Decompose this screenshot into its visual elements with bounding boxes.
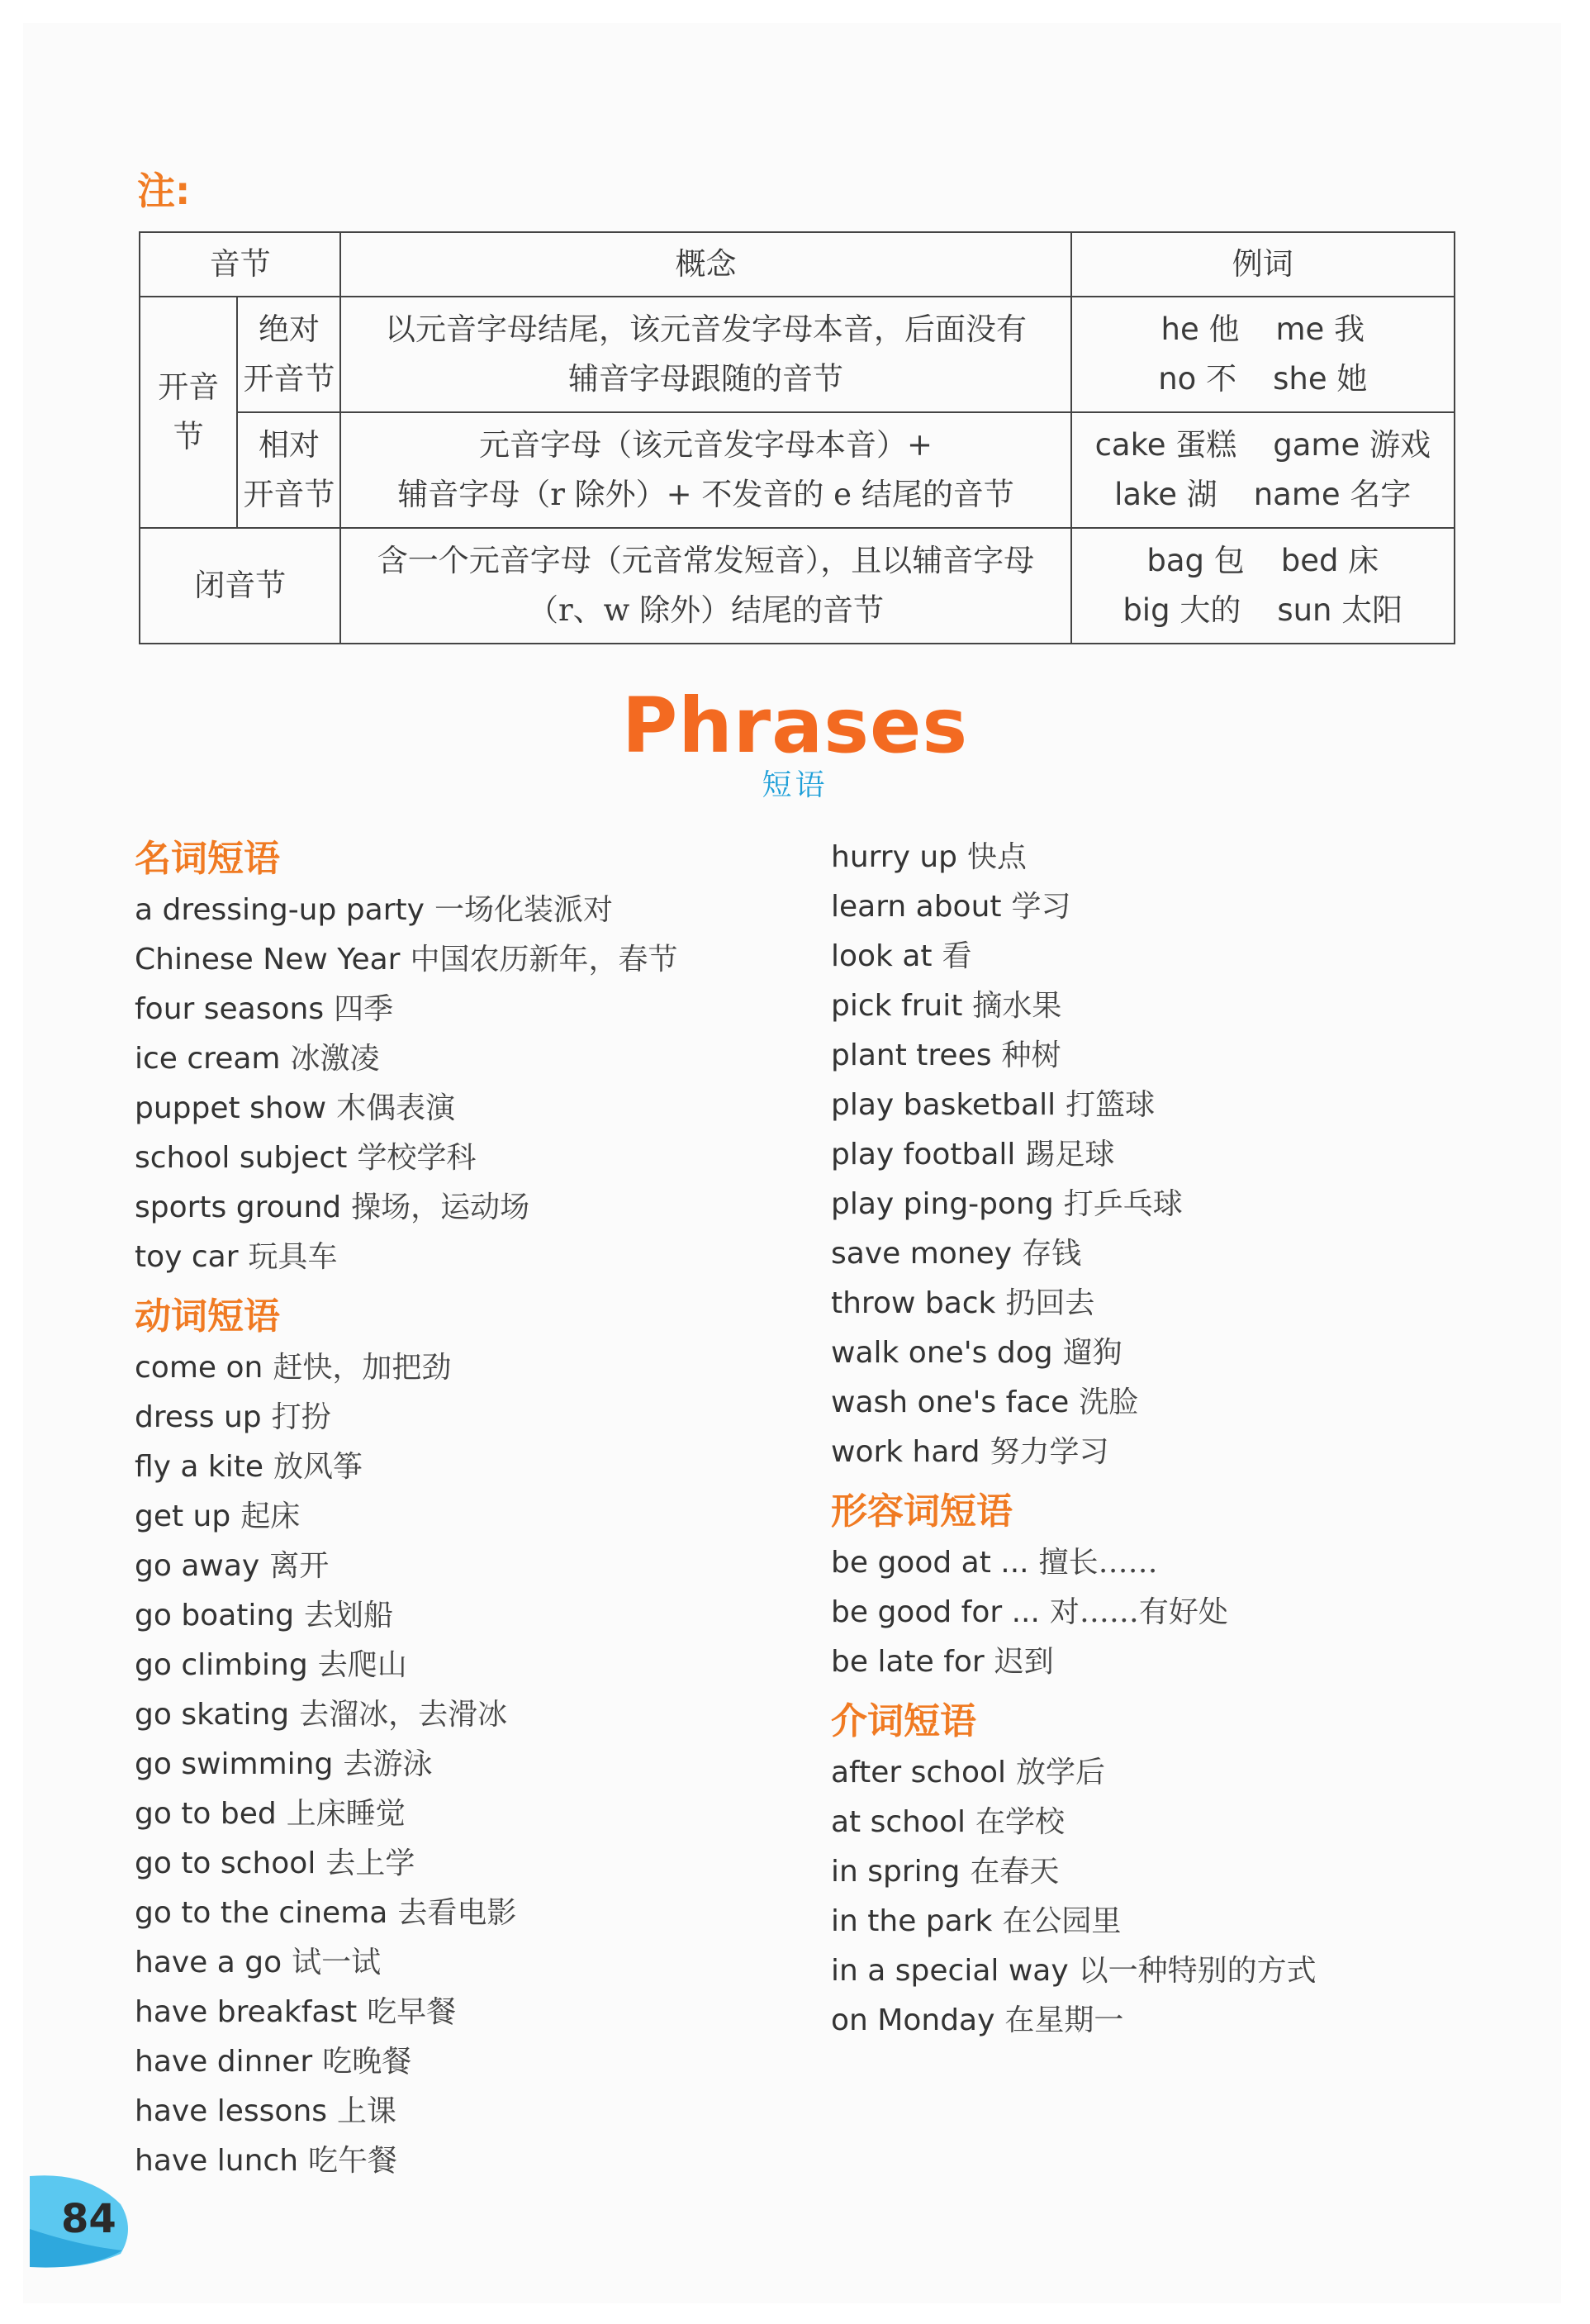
table-header-row <box>140 232 1455 297</box>
phrase-item <box>135 1641 677 1690</box>
phrase-chinese: 放风筝 <box>273 1450 363 1484</box>
phrase-english: throw back <box>831 1286 996 1320</box>
phrase-item <box>831 1996 1317 2046</box>
phrase-chinese: 试一试 <box>292 1946 382 1979</box>
phrase-english: get up <box>135 1499 231 1533</box>
phrase-item <box>831 1180 1317 1229</box>
phrase-english: go to school <box>135 1846 316 1880</box>
phrase-english: save money <box>831 1237 1013 1271</box>
phrase-chinese: 去划船 <box>304 1599 394 1633</box>
phrase-english: play basketball <box>831 1088 1056 1122</box>
phrase-chinese: 在星期一 <box>1004 2003 1124 2037</box>
phrase-english: four seasons <box>135 992 325 1026</box>
phrase-item <box>831 981 1317 1031</box>
phrase-english: plant trees <box>831 1038 992 1072</box>
phrase-english: play football <box>831 1138 1016 1172</box>
phrase-english: at school <box>831 1805 966 1839</box>
phrase-item <box>135 1084 677 1133</box>
phrase-chinese: 打扮 <box>271 1400 331 1434</box>
phrase-english: puppet show <box>135 1091 327 1125</box>
table-row <box>140 412 1455 528</box>
phrase-item <box>135 886 677 935</box>
phrase-item <box>831 1428 1317 1477</box>
examples-cell: he 他 me 我 no 不 she 她 <box>1071 297 1455 412</box>
phrase-english: wash one's face <box>831 1385 1070 1419</box>
phrase-english: Chinese New Year <box>135 943 401 977</box>
phrase-chinese: 以一种特别的方式 <box>1078 1954 1317 1988</box>
phrase-english: fly a kite <box>135 1450 264 1484</box>
table-row <box>140 528 1455 644</box>
phrase-chinese: 打乒乓球 <box>1063 1187 1183 1221</box>
phrase-chinese: 冰激凌 <box>290 1042 380 1076</box>
open-syllable-label: 开音节 <box>140 297 237 528</box>
phrase-item <box>831 1130 1317 1180</box>
phrase-item <box>135 1183 677 1233</box>
concept-cell: 以元音字母结尾，该元音发字母本音，后面没有 辅音字母跟随的音节 <box>340 297 1070 412</box>
phrase-item <box>831 1897 1317 1946</box>
phrase-chinese: 去爬山 <box>317 1648 407 1682</box>
phrase-chinese: 摘水果 <box>972 989 1062 1023</box>
phrase-item <box>135 1591 677 1641</box>
phrase-english: sports ground <box>135 1191 342 1224</box>
phrase-chinese: 在学校 <box>975 1805 1066 1839</box>
phrase-chinese: 在春天 <box>970 1855 1060 1889</box>
phrase-item <box>135 2136 677 2186</box>
phrase-chinese: 中国农历新年，春节 <box>410 943 678 977</box>
note-label: 注: <box>137 169 191 213</box>
phrase-item <box>831 1378 1317 1428</box>
phrase-item <box>831 833 1317 882</box>
header-concept: 概念 <box>340 232 1070 297</box>
left-column <box>135 833 677 2186</box>
phrase-item <box>135 1133 677 1183</box>
phrase-item <box>831 932 1317 981</box>
phrase-english: look at <box>831 939 933 973</box>
page-number: 84 <box>61 2196 116 2242</box>
phrase-item <box>831 1538 1317 1588</box>
phrase-english: a dressing-up party <box>135 893 425 927</box>
concept-cell: 元音字母（该元音发字母本音）+ 辅音字母（r 除外）+ 不发音的 e 结尾的音节 <box>340 412 1070 528</box>
phrase-english: come on <box>135 1351 263 1385</box>
phrase-chinese: 起床 <box>240 1499 301 1533</box>
phrase-english: have a go <box>135 1946 282 1979</box>
phrase-chinese: 上课 <box>337 2094 397 2128</box>
phrase-chinese: 踢足球 <box>1025 1138 1115 1172</box>
phrase-english: work hard <box>831 1435 980 1469</box>
phrase-chinese: 去溜冰，去滑冰 <box>299 1698 508 1732</box>
phrase-item <box>135 1789 677 1839</box>
phrase-item <box>135 2037 677 2087</box>
table-row <box>140 297 1455 412</box>
phrase-chinese: 去上学 <box>325 1846 415 1880</box>
phrase-item <box>135 1343 677 1393</box>
phrase-chinese: 努力学习 <box>990 1435 1109 1469</box>
phrase-item <box>135 1442 677 1492</box>
phrase-chinese: 去看电影 <box>397 1896 517 1930</box>
phrase-item <box>831 1229 1317 1279</box>
phrase-english: go to bed <box>135 1797 277 1831</box>
phrase-item <box>831 882 1317 932</box>
phrase-item <box>831 1328 1317 1378</box>
phrase-english: go to the cinema <box>135 1896 388 1930</box>
phrase-chinese: 看 <box>942 939 972 973</box>
phrase-chinese: 在公园里 <box>1002 1904 1122 1938</box>
phrase-english: have lunch <box>135 2144 299 2178</box>
section-heading: 名词短语 <box>135 838 280 880</box>
phrase-chinese: 上床睡觉 <box>286 1797 406 1831</box>
section-heading: 形容词短语 <box>831 1490 1013 1533</box>
phrase-english: be good for ... <box>831 1595 1040 1629</box>
phrase-chinese: 学校学科 <box>357 1141 477 1175</box>
section-heading: 动词短语 <box>135 1295 280 1338</box>
phrase-english: hurry up <box>831 840 958 874</box>
phrase-item <box>135 1889 677 1938</box>
phrase-chinese: 擅长…… <box>1038 1546 1158 1580</box>
phrase-item <box>135 1938 677 1988</box>
phrase-english: learn about <box>831 890 1002 924</box>
phrase-chinese: 赶快，加把劲 <box>273 1351 452 1385</box>
phrase-english: be good at ... <box>831 1546 1029 1580</box>
phrase-item <box>831 1031 1317 1081</box>
phrase-chinese: 离开 <box>269 1549 330 1583</box>
phrase-item <box>135 1393 677 1442</box>
sub-label: 相对 开音节 <box>237 412 340 528</box>
phrase-english: go away <box>135 1549 260 1583</box>
phrase-chinese: 遛狗 <box>1062 1336 1122 1370</box>
phrase-english: go boating <box>135 1599 295 1633</box>
phrase-english: dress up <box>135 1400 262 1434</box>
phrase-english: in spring <box>831 1855 961 1889</box>
phrase-chinese: 放学后 <box>1016 1756 1106 1789</box>
phrase-item <box>135 1740 677 1789</box>
phrase-item <box>831 1081 1317 1130</box>
phrase-english: be late for <box>831 1645 985 1679</box>
page-title: Phrases <box>621 682 969 770</box>
right-column <box>831 833 1317 2046</box>
phrase-item <box>135 1988 677 2037</box>
phrase-item <box>831 1279 1317 1328</box>
phrase-item <box>135 1690 677 1740</box>
phrase-chinese: 玩具车 <box>248 1240 338 1274</box>
phrase-chinese: 吃晚餐 <box>322 2045 412 2079</box>
syllable-table <box>139 231 1455 644</box>
section-heading: 介词短语 <box>831 1700 976 1742</box>
phrase-chinese: 去游泳 <box>343 1747 433 1781</box>
closed-syllable-label: 闭音节 <box>140 528 340 644</box>
phrase-chinese: 四季 <box>334 992 394 1026</box>
phrase-english: play ping-pong <box>831 1187 1054 1221</box>
phrase-item <box>831 1946 1317 1996</box>
phrase-chinese: 存钱 <box>1022 1237 1082 1271</box>
phrase-item <box>135 1839 677 1889</box>
phrase-chinese: 快点 <box>967 840 1028 874</box>
phrase-item <box>831 1798 1317 1847</box>
phrase-chinese: 吃早餐 <box>367 1995 457 2029</box>
phrase-english: on Monday <box>831 2003 995 2037</box>
phrase-english: go climbing <box>135 1648 308 1682</box>
phrase-chinese: 对……有好处 <box>1049 1595 1228 1629</box>
phrase-item <box>135 985 677 1034</box>
examples-cell: cake 蛋糕 game 游戏 lake 湖 name 名字 <box>1071 412 1455 528</box>
phrase-english: in the park <box>831 1904 993 1938</box>
phrase-english: pick fruit <box>831 989 963 1023</box>
phrase-english: go swimming <box>135 1747 334 1781</box>
phrase-item <box>135 2087 677 2136</box>
phrase-chinese: 迟到 <box>994 1645 1054 1679</box>
phrase-english: walk one's dog <box>831 1336 1053 1370</box>
phrase-english: after school <box>831 1756 1007 1789</box>
phrase-chinese: 操场，运动场 <box>351 1191 530 1224</box>
phrase-item <box>831 1748 1317 1798</box>
phrase-english: toy car <box>135 1240 239 1274</box>
header-examples: 例词 <box>1071 232 1455 297</box>
phrase-item <box>831 1588 1317 1637</box>
phrase-english: go skating <box>135 1698 290 1732</box>
phrase-item <box>135 1034 677 1084</box>
phrase-chinese: 学习 <box>1011 890 1071 924</box>
page-number-badge <box>30 2171 137 2270</box>
phrase-chinese: 吃午餐 <box>308 2144 398 2178</box>
phrase-chinese: 扔回去 <box>1005 1286 1095 1320</box>
phrase-english: have dinner <box>135 2045 313 2079</box>
phrase-item <box>135 1542 677 1591</box>
header-syllable: 音节 <box>140 232 340 297</box>
phrase-chinese: 打篮球 <box>1066 1088 1156 1122</box>
phrase-chinese: 木偶表演 <box>336 1091 456 1125</box>
phrase-item <box>135 935 677 985</box>
sub-label: 绝对 开音节 <box>237 297 340 412</box>
concept-cell: 含一个元音字母（元音常发短音），且以辅音字母 （r、w 除外）结尾的音节 <box>340 528 1070 644</box>
phrase-english: have breakfast <box>135 1995 358 2029</box>
phrase-item <box>135 1233 677 1282</box>
phrase-item <box>831 1847 1317 1897</box>
phrase-chinese: 种树 <box>1001 1038 1061 1072</box>
phrase-chinese: 洗脸 <box>1079 1385 1139 1419</box>
phrase-item <box>831 1637 1317 1687</box>
phrase-english: ice cream <box>135 1042 281 1076</box>
phrase-english: in a special way <box>831 1954 1069 1988</box>
examples-cell: bag 包 bed 床 big 大的 sun 太阳 <box>1071 528 1455 644</box>
page-subtitle: 短语 <box>762 768 828 802</box>
phrase-chinese: 一场化装派对 <box>434 893 613 927</box>
phrase-item <box>135 1492 677 1542</box>
phrase-english: school subject <box>135 1141 348 1175</box>
phrase-english: have lessons <box>135 2094 328 2128</box>
